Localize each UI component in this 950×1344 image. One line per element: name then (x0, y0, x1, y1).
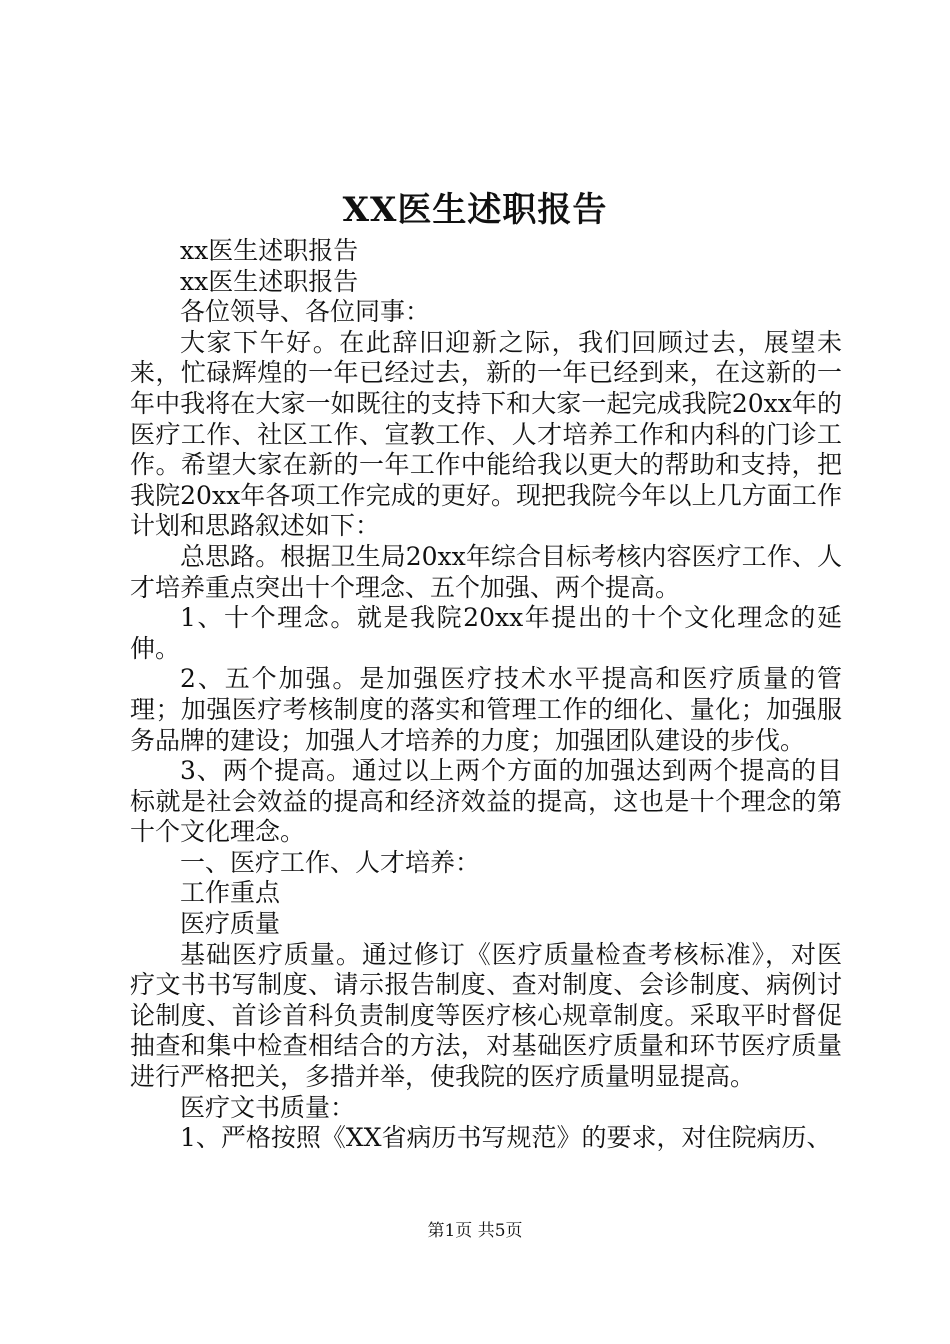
paragraph-record-standard: 1、严格按照《XX省病历书写规范》的要求，对住院病历、 (180, 1123, 832, 1153)
document-title: XX医生述职报告 (342, 190, 608, 230)
paragraph-intro: 大家下午好。在此辞旧迎新之际，我们回顾过去，展望未来，忙碌辉煌的一年已经过去，新的一年已经到来，在这新的一年中我将在大家一如既往的支持下和大家一起完成我院20xx年的医疗工作、社区工作、宣教工作、人才培养工作和内科的门诊工作。希望大家在新的一年工作中能给我以更大的帮助和支持，把我院20xx年各项工作完成的更好。现把我院今年以上几方面工作计划和思路叙述如下： (130, 327, 842, 541)
paragraph-basic-quality: 基础医疗质量。通过修订《医疗质量检查考核标准》，对医疗文书书写制度、请示报告制度、查对制度、会诊制度、病例讨论制度、首诊首科负责制度等医疗核心规章制度。采取平时督促抽查和集中检查相结合的方法，对基础医疗质量和环节医疗质量进行严格把关，多措并举，使我院的医疗质量明显提高。 (130, 939, 842, 1092)
salutation: 各位领导、各位同事： (180, 297, 431, 327)
section-heading-medical-work: 一、医疗工作、人才培养： (180, 847, 481, 877)
subheading-document-quality: 医疗文书质量： (180, 1092, 356, 1122)
page-indicator: 第1页 共5页 (427, 1221, 523, 1241)
subheading-medical-quality: 医疗质量 (180, 909, 281, 939)
paragraph-two-improvements: 3、两个提高。通过以上两个方面的加强达到两个提高的目标就是社会效益的提高和经济效益的提高，这也是十个理念的第十个文化理念。 (130, 756, 842, 847)
document-body (130, 236, 842, 1154)
subheading-work-focus: 工作重点 (180, 878, 281, 908)
subtitle-line-1: xx医生述职报告 (180, 236, 359, 265)
subtitle-line-2: xx医生述职报告 (180, 266, 359, 296)
paragraph-five-strengthen: 2、五个加强。是加强医疗技术水平提高和医疗质量的管理；加强医疗考核制度的落实和管理工作的细化、量化；加强服务品牌的建设；加强人才培养的力度；加强团队建设的步伐。 (130, 664, 842, 755)
paragraph-ten-concepts: 1、十个理念。就是我院20xx年提出的十个文化理念的延伸。 (130, 603, 842, 663)
paragraph-general-idea: 总思路。根据卫生局20xx年综合目标考核内容医疗工作、人才培养重点突出十个理念、五个加强、两个提高。 (130, 541, 842, 602)
